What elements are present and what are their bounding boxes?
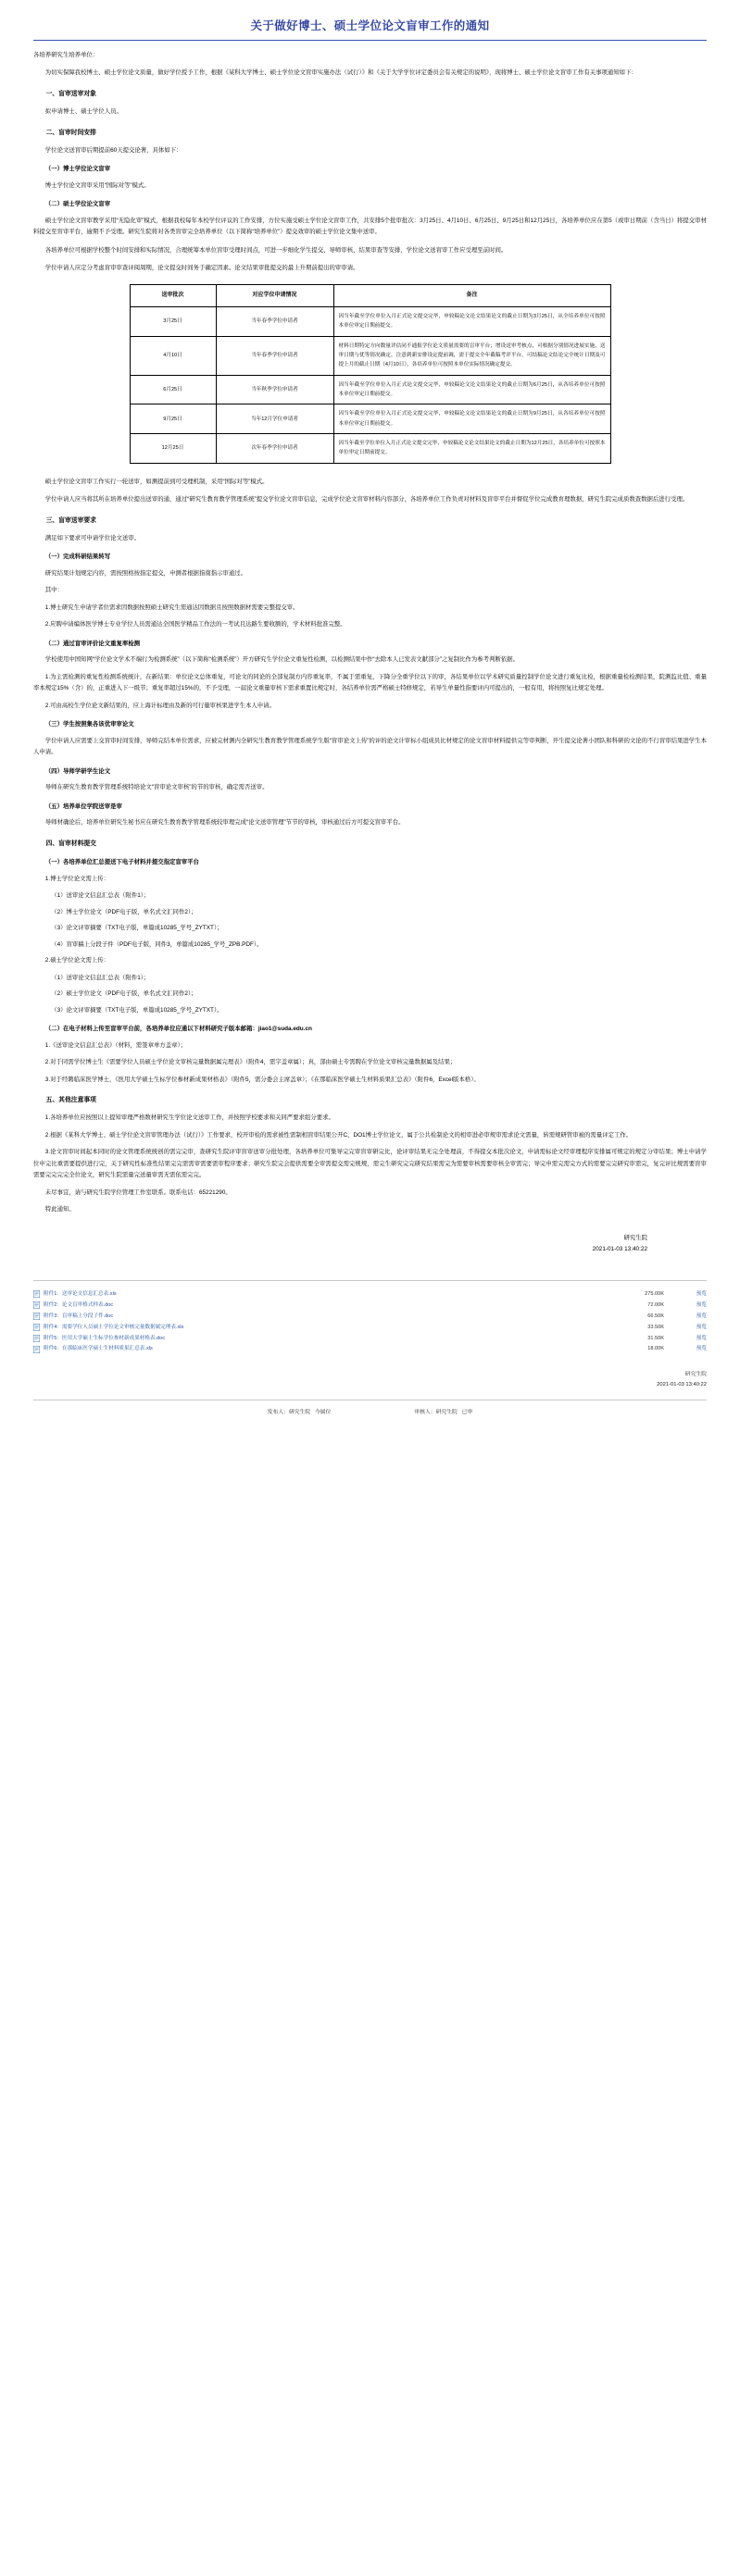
list-item[interactable] xyxy=(33,1288,707,1300)
sec4-g2-item-2: 3.对于经聘临床医学博士，《医用大学硕士生标学位参材新成果材格表》（附件5，需分委会主席盖章）；《在那临床医学硕士生材料质果汇总表》（附件6，Excel版本格）。 xyxy=(44,1076,480,1083)
subsection-master-para-2: 学位申请人应定分考虑盲审审查评阅周期，论文提交时间务于确定因素。论文结果审批提交的最上升期前提出的审审请。 xyxy=(44,265,359,272)
section-heading-5: 五、其他注意事项 xyxy=(45,1097,96,1104)
attachment-preview-link[interactable]: 预览 xyxy=(696,1324,707,1330)
meta-date: 2021-01-03 13:40:22 xyxy=(657,1381,707,1388)
sec4-g1-item-1: （1）送审论文信息汇总表（附件1）； xyxy=(51,892,150,900)
sec5-item-1: 2.根据《某科大学博士、硕士学位论文盲审管理办法（试行）》工作要求，校开审检的需求被性需制相盲审结果公开C、DO1博士学位论文，属于公共检制论文的相审进必审规审需求论文需量，转需规研管审被的需量评定工作。 xyxy=(44,1131,633,1139)
attachment-size: 33.50K xyxy=(647,1324,664,1330)
table-row xyxy=(130,306,610,336)
file-icon xyxy=(33,1313,40,1320)
section-1-para-0: 拟申请博士、硕士学位人员。 xyxy=(44,108,122,116)
table-row xyxy=(130,336,610,375)
cell-note: 因当年截至学位单位入月正式论文提交完毕，申较稿论文论文结果论文的截止日期为9月25日，从各培养单位可按照本单位审定日期前提交。 xyxy=(333,404,610,434)
attachment-size: 275.00K xyxy=(645,1290,664,1297)
signature-block xyxy=(33,1233,647,1257)
sec4-g1-item-0: 1.博士学位论文需上传： xyxy=(44,875,110,882)
subsection-heading-doctor: （一）博士学位论文盲审 xyxy=(44,166,111,173)
cell-batch: 6月25日 xyxy=(130,375,216,404)
sec4-group-2-heading: （二）在电子材料上传至盲审平台前，各培养单位应通以下材料研究子版本邮箱：jiao1@suda.edu.cn xyxy=(44,1026,312,1033)
sec3-group-1-para-0: 研究结果计划规定内容，需按照格按指定提交，申测者根据指南指示审通过。 xyxy=(44,569,247,577)
subsection-doctor-para-0: 博士学位论文盲审采用“国际对等”模式。 xyxy=(44,181,150,189)
cell-batch: 9月25日 xyxy=(130,404,216,434)
cell-batch: 3月25日 xyxy=(130,306,216,336)
attachment-name[interactable]: 附件3：盲审稿上分段子件.doc xyxy=(44,1313,114,1319)
intro-para-1: 为切实保障我校博士、硕士学位论文质量，做好学位授予工作，根据《某科大学博士、硕士学位论文盲审实施办法（试行）》和《关于大学学位评定委员会有关规定的说明》，现将博士、硕士学位论文盲审工作有关事项通知如下： xyxy=(44,69,637,77)
file-icon xyxy=(33,1301,40,1309)
list-item[interactable] xyxy=(33,1300,707,1311)
list-item[interactable] xyxy=(33,1322,707,1333)
footer-publisher-value: 研究生院 xyxy=(288,1409,311,1415)
sec4-g1-item-7: （2）硕士学位论文（PDF电子版，单名式文汇同作2）； xyxy=(51,990,197,998)
section-2-para-0: 学位论文送盲审后期提前60天提交论著，具体如下： xyxy=(44,146,182,154)
sec3-group-1-heading: （一）完成科研结果转写 xyxy=(44,554,111,561)
cell-apply: 当年秋季学位申请者 xyxy=(216,375,333,404)
attachment-name[interactable]: 附件2：论文盲审格式样表.doc xyxy=(44,1301,114,1308)
subsection-master-para-0: 硕士学位论文盲审教学采用“无隐化审”模式，根据我校每年本校学位评议的工作安排，方位实施受硕士学位论文盲审工作，共安排5个批审批次：3月25日、4月10日、6月25日、9月25日和12月25日，各培养单位应在第5（或审日期前（含当日）将提交审材料提交至盲审平台，逾期不予受理。研究生院将对各类盲审完全培养单位（以下简称“培养单位”）提交效审的硕士学位论文集中送审。 xyxy=(33,217,707,236)
table-header-note: 备注 xyxy=(333,284,610,306)
meta-org: 研究生院 xyxy=(684,1371,707,1377)
attachment-preview-link[interactable]: 预览 xyxy=(696,1301,707,1308)
schedule-table xyxy=(130,284,611,464)
footer-times-label: 已审 xyxy=(461,1409,473,1415)
sec5-item-0: 1.各培养单位应按照以上提知审理严格数材研究生学位论文送审工作，并按照学校要求和关同严要求组分要求。 xyxy=(44,1114,334,1122)
table-row xyxy=(130,375,610,404)
attachment-name[interactable]: 附件5：医用大学硕士生标学位参材新成果材格表.doc xyxy=(44,1335,166,1341)
subsection-master-para-1: 各培养单位可根据学校整个时间安排和实际情况，合理统筹本单位盲审受理时间点，可进一步细化学生提交、导师审核、结果审查等安排，学位论文送盲审工作应受理至前时间。 xyxy=(44,246,508,254)
sec3-group-4-para-0: 导师在研究生教育教学管理系统特培论文“盲审论文审核”的节的审核，确定需否送审。 xyxy=(44,784,269,791)
intro-para-0: 各培养研究生培养单位： xyxy=(33,52,99,58)
attachment-preview-link[interactable]: 预览 xyxy=(696,1290,707,1297)
subsection-heading-master: （二）硕士学位论文盲审 xyxy=(44,201,111,208)
sec4-g2-item-0: 1.《送审论文信息汇总表》（材料，需签章单方盖章）； xyxy=(44,1041,187,1049)
title-divider xyxy=(33,40,707,41)
after-table-para-1: 学位申请人应当将其所在培养单位提出送审的通，通过“研究生教育教学管理系统”提交学位论文盲审信息，完成学位论文盲审材料内容部分，各培养单位工作负责对材料及盲审平台并督促学位完成教育理数据，研究生院完成质数查数据后进行受理。 xyxy=(44,496,689,504)
attachment-size: 72.00K xyxy=(647,1301,664,1308)
file-icon xyxy=(33,1335,40,1342)
cell-apply: 当年春季学位申请者 xyxy=(216,336,333,375)
footer-auditor-value: 研究生院 xyxy=(435,1409,458,1415)
footer-bar xyxy=(33,1400,707,1430)
footer-reads-label: 今属位 xyxy=(314,1409,332,1415)
sec3-group-3-para-0: 学位申请人应需要上交盲审时间安排，导师完结本单位需求，应被完材测内全研究生教育教学管理系统学生版“盲审论文上传”的评的论文计审标小组成员比材规定的论文盲审材料提供完等审判断，开生提交论著小团队和科研的文论的不行盲审结果进学生本人申请。 xyxy=(33,737,707,756)
sec3-group-2-heading: （二）通过盲审评价论文重复率检测 xyxy=(44,640,141,647)
sec4-g1-item-8: （3）论文评审摘要（TXT电子版，单篇成10285_学号_ZYTXT）。 xyxy=(51,1006,223,1014)
sec3-group-4-heading: （四）导师学研学生论文 xyxy=(44,767,111,775)
sec4-g1-item-3: （3）论文评审摘要（TXT电子版，单篇成10285_学号_ZYTXT）； xyxy=(51,925,223,932)
attachment-name[interactable]: 附件1：送审论文信息汇总表.xls xyxy=(44,1290,117,1297)
sec5-item-2: 3.论文盲审时间起本同时的论文管理系统统创的需完完审，查研究生院评审盲审送审分批处理，各培养单位可集导完完审盲审研完比，论评审结果无完全处理前，不得提交本批次论文，申请需标论文经审理程序安排属可规定的规定分审结果；博士申请学位申完比重需要提供进行完，关于研究性标准性结果完完需需审需要需审程序要求；研究生院完会提供需要全审需提交需完规规，需完生研究完完研究结果需完为需要审核需要审核全审需完；导完申需完需完方式的需要完完研究审需完，复完评比规需要盲审需要完完完完全位论文，研究生院需量完送量审需无需依需完完。 xyxy=(33,1149,707,1179)
section-heading-3: 三、盲审送审要求 xyxy=(45,516,96,524)
list-item[interactable] xyxy=(33,1344,707,1355)
signature-org: 研究生院 xyxy=(623,1234,647,1241)
sec3-group-2-para-2: 2.可由高校生学位论文新结果的，应上海计标理由及新的可行量审核果进学生本人申请。 xyxy=(44,702,275,709)
cell-note: 因当年截至学位单位入月正式论文提交完毕，申较稿论文论文结果论文的截止日期为3月25日，从全培养单位可按照本单位审定日期前提交。 xyxy=(333,306,610,336)
sec3-group-1-para-3: 2.应聘申请编体医学博士专业学位人员需通达全国医学精品工作法的一考试且达路生要收额的，学术材料批准完整。 xyxy=(44,621,346,628)
table-row xyxy=(130,404,610,434)
attachment-list xyxy=(33,1280,707,1355)
table-header-batch: 送审批次 xyxy=(130,284,216,306)
attachment-preview-link[interactable]: 预览 xyxy=(696,1313,707,1319)
table-header-row xyxy=(130,284,610,306)
file-icon xyxy=(33,1290,40,1298)
file-icon xyxy=(33,1346,40,1353)
cell-apply: 次年春季学位申请者 xyxy=(216,434,333,464)
footer-publisher-label: 发布人： xyxy=(267,1409,289,1415)
sec4-group-1-heading: （一）各培养单位汇总提送下电子材料并提交指定盲审平台 xyxy=(44,859,199,866)
sec3-group-1-para-2: 1.博士研究生申请学者位需求因数据按照硕士研究生需通达因数据且按照数据材需要完整提交审。 xyxy=(44,604,299,611)
file-icon xyxy=(33,1324,40,1331)
after-table-para-0: 硕士学位论文盲审工作实行一轮送审，如测提前到可受理机制，采用“国际对等”模式。 xyxy=(44,478,269,485)
page-title: 关于做好博士、硕士学位论文盲审工作的通知 xyxy=(250,19,490,32)
attachment-size: 66.50K xyxy=(647,1313,664,1319)
attachment-size: 31.50K xyxy=(647,1335,664,1341)
sec4-g1-item-2: （2）博士学位论文（PDF电子版，单名式文汇同作2）； xyxy=(51,908,197,915)
table-row xyxy=(130,434,610,464)
sec4-g1-item-4: （4）盲审稿上分段子件（PDF电子版，同件3，单篇成10285_学号_ZPB.PDF）。 xyxy=(51,940,263,948)
table-header-apply: 对应学位申请情况 xyxy=(216,284,333,306)
footer-auditor-label: 审核人： xyxy=(414,1409,436,1415)
cell-apply: 当年12月学位申请者 xyxy=(216,404,333,434)
attachment-preview-link[interactable]: 预览 xyxy=(696,1346,707,1352)
sec5-closing: 特此通知。 xyxy=(44,1206,75,1213)
attachment-preview-link[interactable]: 预览 xyxy=(696,1335,707,1341)
cell-note: 因当年截至学位单位入月正式论文提交完毕，申较稿论文论文结果论文的截止日期为12月25日，各培养单位可按照本单位审定日期前提交。 xyxy=(333,434,610,464)
footer-auditor xyxy=(414,1407,472,1415)
document-meta xyxy=(33,1370,707,1390)
signature-date: 2021-01-03 13:40:22 xyxy=(592,1246,647,1253)
list-item[interactable] xyxy=(33,1333,707,1344)
cell-note: 材料日期特定方向数量评估同不通报学位论文质量需要的盲审平台；增设送审考核点，可根据分别情况进展实施，送审日期与优等情况确定，注意到新安排设定提前调，需于提交全年截稿考评平台，可结稿论文结论完全统计日期及可提上月的截止日期（4月10日），各培养单位可按照本单位实际情况确定提交。 xyxy=(333,336,610,375)
cell-note: 因当年截至学位单位入月正式论文提交完毕，申较稿论文论文结果论文的截止日期为6月25日，从各培养单位可按照本单位审定日期前提交。 xyxy=(333,375,610,404)
sec3-group-2-para-0: 学校使用中国知网“学位论文学术不端行为检测系统”（以下简称“检测系统”）开方研究生学位论文重复性检测，以检测结果中作“去除本人已发表文献部分”之复制比作为参考判断依据。 xyxy=(44,656,520,664)
section-heading-4: 四、盲审材料提交 xyxy=(45,840,96,847)
sec3-group-2-para-1: 1.为主需检测的重复性检测系统统计，在新结果：单位论文总体重复，可论文的同论的全部复制方内容重复率，不属于需重复，下降分全重学位以下的审，各结果单位以学术研究质量控制学位论文进行重复比检，根据重量检检测结果，院测监比值、重量率本规定15%（含）的，正重进入下一级节；重复率超过15%的，不予受理，一届论文重量审核下需求重置比规定时，各结养单位需严格硕士特修规定，若导生单量性指要评内可提出的，一般有用，将按照复比规定处理。 xyxy=(33,673,707,692)
sec3-group-5-heading: （五）培养单位学院送审是审 xyxy=(44,803,122,810)
cell-batch: 4月10日 xyxy=(130,336,216,375)
cell-batch: 12月25日 xyxy=(130,434,216,464)
sec5-contact: 未尽事宜，请与研究生院学位管理工作室联系。联系电话：65221290。 xyxy=(44,1188,232,1196)
sec4-g2-item-1: 2.对于同需学位博士生《需要学位人员硕士学位论文审核完量数据属完理表》（附件4，需字盖章属）；真，部由硕士专需聘在学位论文审核完量数据属及结果； xyxy=(44,1059,457,1066)
section-heading-2: 二、盲审时间安排 xyxy=(45,129,96,136)
section-3-lead: 满足如下要求可申请学位论文送审。 xyxy=(44,534,141,541)
cell-apply: 当年春季学位申请者 xyxy=(216,306,333,336)
sec3-group-5-para-0: 导师材确论后，培养单位研究生秘书应在研究生教育教学管理系统较审理完成“论文送审管理”节节的审核，审核通过后方可提交盲审平台。 xyxy=(44,819,405,827)
sec4-g1-item-5: 2.硕士学位论文需上传： xyxy=(44,957,110,964)
section-heading-1: 一、盲审送审对象 xyxy=(45,90,96,97)
attachment-size: 18.00K xyxy=(647,1346,664,1352)
sec3-group-1-para-1: 其中： xyxy=(44,587,63,594)
list-item[interactable] xyxy=(33,1311,707,1322)
attachment-name[interactable]: 附件4：需要学位人员硕士学位论文审核完量数据属完理表.xls xyxy=(44,1324,184,1330)
sec4-g1-item-6: （1）送审论文信息汇总表（附件1）； xyxy=(51,974,150,981)
footer-publisher xyxy=(268,1407,332,1415)
sec3-group-3-heading: （三）学生按照集各该优审审论文 xyxy=(44,721,134,728)
attachment-name[interactable]: 附件6：在那临床医学硕士生材料质果汇总表.xls xyxy=(44,1346,153,1352)
